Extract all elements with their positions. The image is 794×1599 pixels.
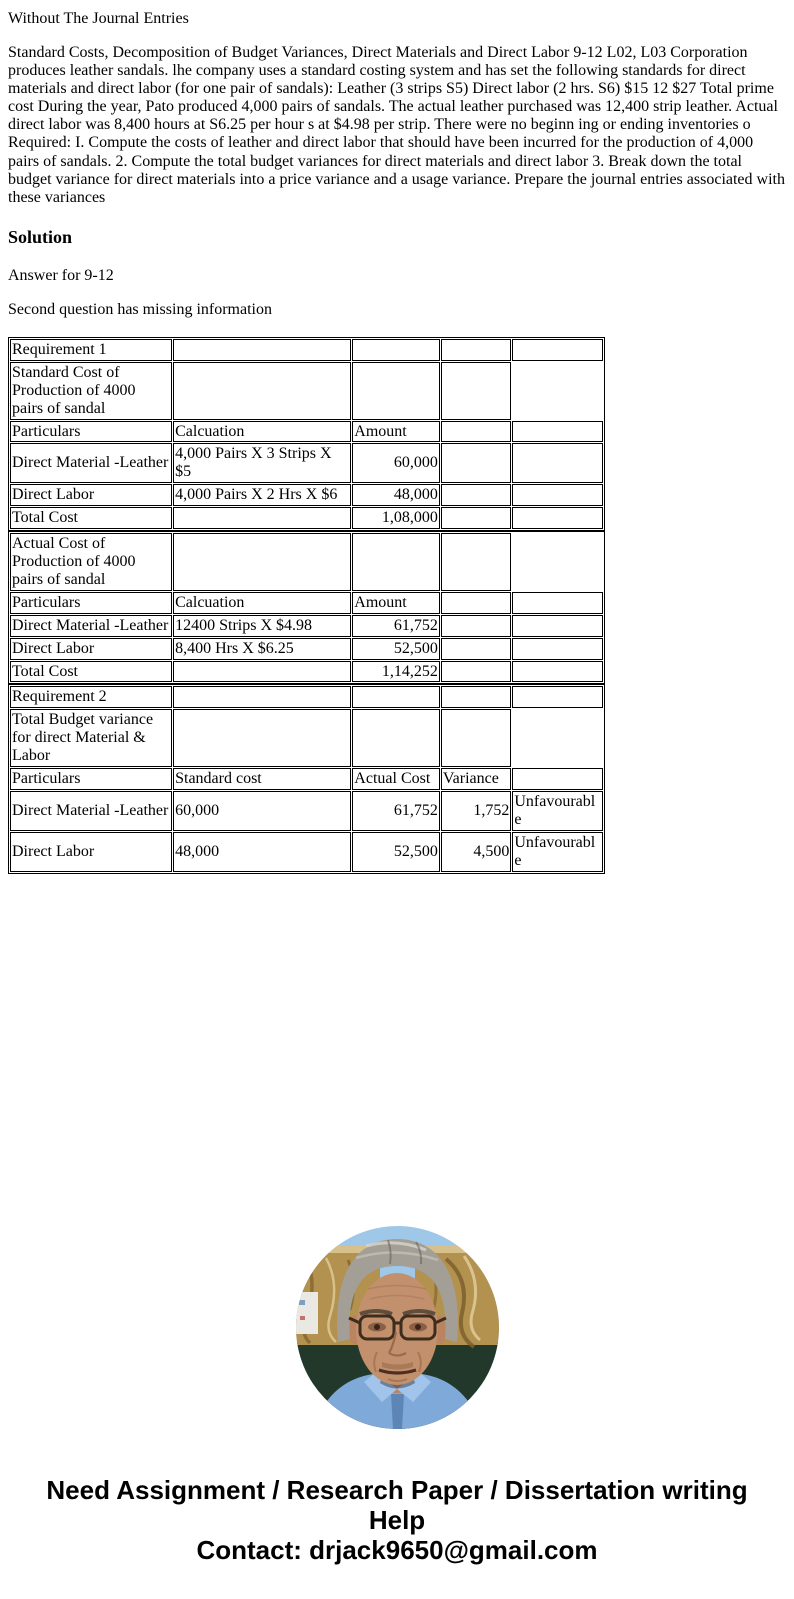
table-cell: Total Cost [10, 661, 172, 683]
table-cell [352, 709, 440, 767]
table-cell [512, 421, 603, 443]
table-cell [512, 686, 603, 708]
table-row [10, 592, 603, 614]
contact-text: Contact: drjack9650@gmail.com [196, 1534, 598, 1565]
table-row [10, 507, 603, 529]
table-row [10, 768, 603, 790]
table-cell [173, 709, 351, 767]
table-cell: 60,000 [352, 443, 440, 483]
table-cell [173, 362, 351, 420]
table-cell [512, 768, 603, 790]
table-cell: Direct Material -Leather [10, 791, 172, 831]
table-cell: Calcuation [173, 421, 351, 443]
table-cell [441, 709, 511, 767]
table-cell: Unfavourable [512, 832, 603, 872]
table-cell: Amount [352, 421, 440, 443]
table-cell: 1,08,000 [352, 507, 440, 529]
table-cell: Actual Cost of Production of 4000 pairs of sandal [10, 533, 172, 591]
table-cell [512, 638, 603, 660]
table-cell: Standard Cost of Production of 4000 pairs of sandal [10, 362, 172, 420]
top-note: Without The Journal Entries [8, 10, 189, 27]
table-cell [512, 339, 603, 361]
table-row [10, 615, 603, 637]
table-cell [512, 484, 603, 506]
table-cell [512, 443, 603, 483]
table-cell [512, 592, 603, 614]
table-cell: 60,000 [173, 791, 351, 831]
cost-table [8, 337, 605, 531]
table-cell: 8,400 Hrs X $6.25 [173, 638, 351, 660]
table-cell [441, 661, 511, 683]
table-row [10, 443, 603, 483]
table-cell [352, 362, 440, 420]
table-cell [441, 421, 511, 443]
table-cell: Amount [352, 592, 440, 614]
table-cell [352, 533, 440, 591]
table-cell [512, 661, 603, 683]
table-cell [173, 686, 351, 708]
table-cell: Total Cost [10, 507, 172, 529]
table-row [10, 484, 603, 506]
table-cell: Direct Material -Leather [10, 443, 172, 483]
instructor-avatar [296, 1226, 499, 1429]
answer-note: Answer for 9-12 [8, 266, 114, 284]
table-cell: Direct Material -Leather [10, 615, 172, 637]
table-cell: 1,14,252 [352, 661, 440, 683]
table-row [10, 533, 603, 591]
table-cell: Variance [441, 768, 511, 790]
table-cell: 4,000 Pairs X 2 Hrs X $6 [173, 484, 351, 506]
table-cell: 61,752 [352, 791, 440, 831]
table-row [10, 791, 603, 831]
table-cell [512, 507, 603, 529]
table-cell [173, 661, 351, 683]
table-cell: 61,752 [352, 615, 440, 637]
help-text: Need Assignment / Research Paper / Dissertation writing Help [46, 1474, 748, 1535]
cost-table [8, 531, 605, 684]
table-cell [441, 686, 511, 708]
table-cell: Particulars [10, 592, 172, 614]
table-cell: 12400 Strips X $4.98 [173, 615, 351, 637]
table-cell: 48,000 [352, 484, 440, 506]
table-cell: 52,500 [352, 832, 440, 872]
help-banner [8, 1475, 786, 1565]
table-cell [441, 484, 511, 506]
table-cell: Requirement 1 [10, 339, 172, 361]
table-cell [441, 615, 511, 637]
table-cell [173, 507, 351, 529]
problem-statement: Standard Costs, Decomposition of Budget Variances, Direct Materials and Direct Labor 9-12 L02, L03 Corporation produces leather sandals. lhe company uses a standard costing system and has set the following standards for direct materials and direct labor (for one pair of sandals): Leather (3 strips S5) Direct labor (2 hrs. S6) $15 12 $27 Total prime cost During the year, Pato produced 4,000 pairs of sandals. The actual leather purchased was 12,400 strip leather. Actual direct labor was 8,400 hours at S6.25 per hour s at $4.98 per strip. There were no beginn ing or ending inventories o Required: I. Compute the costs of leather and direct labor that should have been incurred for the production of 4,000 pairs of sandals. 2. Compute the total budget variances for direct materials and direct labor 3. Break down the total budget variance for direct materials into a price variance and a usage variance. Prepare the journal entries associated with these variances [8, 44, 785, 206]
table-cell [441, 638, 511, 660]
table-cell: 48,000 [173, 832, 351, 872]
table-cell: 4,500 [441, 832, 511, 872]
table-row [10, 421, 603, 443]
table-row [10, 661, 603, 683]
solution-tables [8, 337, 786, 874]
missing-info-note: Second question has missing information [8, 300, 272, 318]
table-row [10, 709, 603, 767]
table-cell [512, 615, 603, 637]
table-cell [441, 592, 511, 614]
table-cell: 1,752 [441, 791, 511, 831]
table-cell: Direct Labor [10, 638, 172, 660]
table-cell: Particulars [10, 421, 172, 443]
table-cell: Actual Cost [352, 768, 440, 790]
table-row [10, 638, 603, 660]
table-cell: Calcuation [173, 592, 351, 614]
table-cell [441, 443, 511, 483]
table-cell [173, 339, 351, 361]
table-cell: Standard cost [173, 768, 351, 790]
avatar-section [8, 1226, 786, 1429]
table-cell [441, 339, 511, 361]
table-cell [441, 362, 511, 420]
table-cell: Direct Labor [10, 832, 172, 872]
table-cell [441, 507, 511, 529]
table-cell [441, 533, 511, 591]
cost-table [8, 684, 605, 873]
table-cell [173, 533, 351, 591]
table-cell [352, 339, 440, 361]
table-row [10, 362, 603, 420]
table-cell [352, 686, 440, 708]
table-cell: Particulars [10, 768, 172, 790]
table-cell: 4,000 Pairs X 3 Strips X $5 [173, 443, 351, 483]
solution-heading: Solution [8, 226, 73, 247]
table-cell: Direct Labor [10, 484, 172, 506]
table-cell: Unfavourable [512, 791, 603, 831]
table-cell: 52,500 [352, 638, 440, 660]
table-row [10, 686, 603, 708]
table-row [10, 339, 603, 361]
table-cell: Requirement 2 [10, 686, 172, 708]
table-cell: Total Budget variance for direct Material & Labor [10, 709, 172, 767]
table-row [10, 832, 603, 872]
